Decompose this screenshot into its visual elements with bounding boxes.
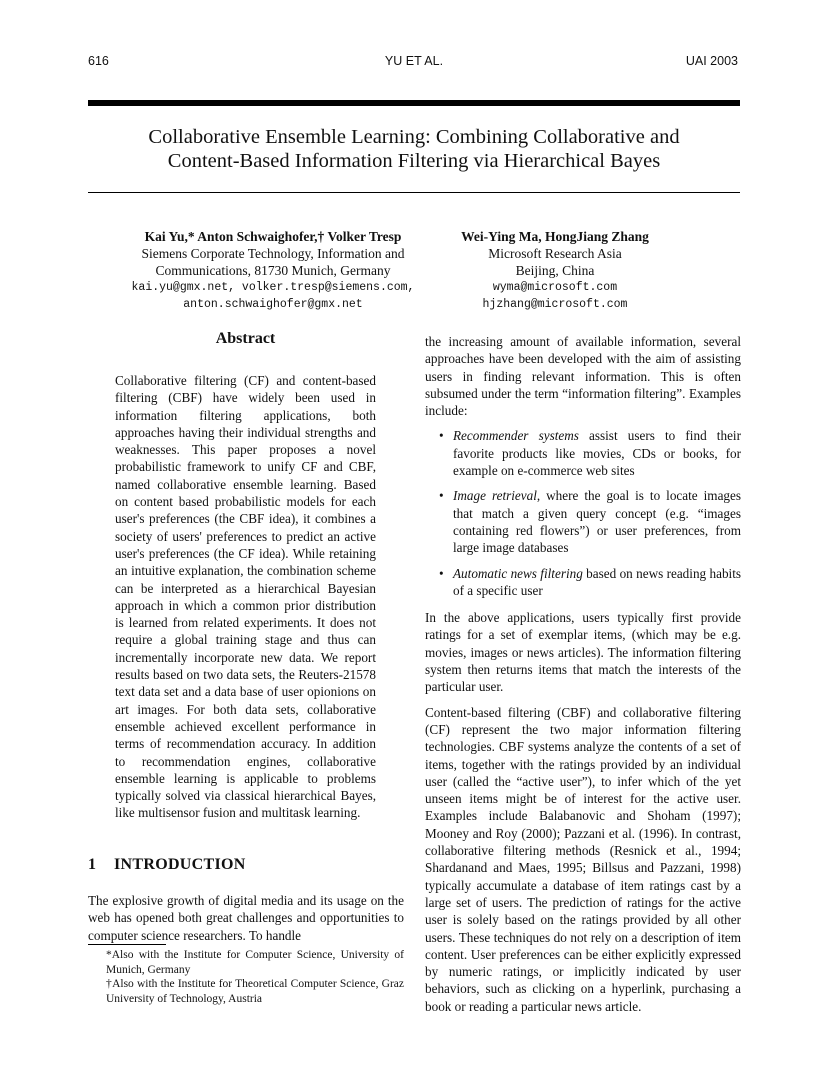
list-item-text: , where the goal is to locate images that match a given query concept (e.g. “images containing red flowers”) or user preferences, from large image databases bbox=[453, 488, 741, 556]
intro-paragraph: The explosive growth of digital media and its usage on the web has opened both great challenges and opportunities to computer science researchers. To handle bbox=[88, 893, 404, 943]
section-number: 1 bbox=[88, 856, 97, 873]
right-column bbox=[425, 333, 741, 1023]
page-number: 616 bbox=[88, 54, 109, 68]
email-line: kai.yu@gmx.net, volker.tresp@siemens.com, bbox=[131, 281, 415, 294]
author-block-microsoft bbox=[432, 228, 678, 313]
body-paragraph: the increasing amount of available information, several approaches have been developed with the aim of assisting users in finding relevant information. This is often subsumed under the term “information filtering”. Examples include: bbox=[425, 334, 741, 419]
abstract-heading: Abstract bbox=[215, 330, 276, 347]
running-title: YU ET AL. bbox=[384, 54, 444, 68]
email-line: anton.schwaighofer@gmx.net bbox=[183, 298, 363, 311]
affiliation-line: Communications, 81730 Munich, Germany bbox=[155, 263, 391, 278]
example-list bbox=[425, 427, 741, 599]
email-line: hjzhang@microsoft.com bbox=[482, 298, 628, 311]
list-item-term: Image retrieval bbox=[453, 488, 537, 504]
list-item-text: based on news reading habits of a specific user bbox=[453, 565, 741, 598]
section-heading bbox=[88, 856, 246, 874]
author-names: Kai Yu,* Anton Schwaighofer,† Volker Tresp bbox=[144, 229, 402, 244]
footnotes bbox=[88, 948, 404, 1006]
list-item bbox=[425, 487, 741, 556]
footnote-rule bbox=[88, 944, 166, 945]
author-block-siemens bbox=[108, 228, 438, 313]
affiliation-line: Microsoft Research Asia bbox=[488, 246, 622, 261]
footnote-2: †Also with the Institute for Theoretical Computer Science, Graz University of Technology, Austria bbox=[106, 978, 404, 1005]
title-bottom-rule bbox=[88, 192, 740, 193]
footnote-1: *Also with the Institute for Computer Science, University of Munich, Germany bbox=[106, 949, 404, 976]
page-header bbox=[0, 54, 828, 70]
list-item-term: Automatic news filtering bbox=[453, 565, 583, 581]
list-item-term: Recommender systems bbox=[453, 428, 579, 444]
body-paragraph: In the above applications, users typically first provide ratings for a set of exemplar items, (which may be e.g. movies, images or news articles). The information filtering system then returns items that match the interests of the particular user. bbox=[425, 610, 741, 695]
paper-title bbox=[88, 125, 740, 173]
title-top-rule bbox=[88, 100, 740, 106]
conference-label: UAI 2003 bbox=[685, 54, 738, 68]
abstract-text: Collaborative filtering (CF) and content-based filtering (CBF) have widely been used in information filtering applications, both approaches having their individual strengths and weaknesses. This paper proposes a novel probabilistic framework to unify CF and CBF, named collaborative ensemble learning. Based on content based probabilistic models for each user's preferences (the CBF idea), it combines a society of users' preferences to predict an active user's preferences (the CF idea). While retaining an intuitive explanation, the combination scheme can be interpreted as a hierarchical Bayesian approach in which a common prior distribution is learned from related experiments. It does not require a global training stage and thus can incrementally incorporate new data. We report results based on two data sets, the Reuters-21578 text data set and a data base of user opionions on art images. For both data sets, collaborative ensemble achieved excellent performance in terms of recommendation accuracy. In addition to recommendation engines, collaborative ensemble learning is applicable to problems typically solved via classical hierarchical Bayes, like multisensor fusion and multitask learning. bbox=[115, 373, 376, 821]
section-title: INTRODUCTION bbox=[114, 856, 246, 873]
body-paragraph: Content-based filtering (CBF) and collaborative filtering (CF) represent the two major information filtering technologies. CBF systems analyze the contents of a set of items, together with the ratings provided by an individual user (called the “active user”), to infer which of the yet unseen items might be of interest for the active user. Examples include Balabanovic and Shoham (1997); Mooney and Roy (2000); Pazzani et al. (1996). In contrast, collaborative filtering methods (Resnick et al., 1994; Shardanand and Maes, 1995; Billsus and Pazzani, 1998) typically accumulate a database of item ratings cast by a large set of users. The prediction of ratings for the active user is solely based on the ratings provided by all other users. These techniques do not rely on a description of item content. User preferences can be either explicitly expressed by numeric ratings, or implicitly indicated by user behaviors, such as clicking on a hyperlink, purchasing a book or reading a particular news article. bbox=[425, 704, 741, 1014]
list-item-text: assist users to find their favorite products like movies, CDs or books, for example on e-commerce web sites bbox=[453, 428, 741, 479]
email-line: wyma@microsoft.com bbox=[492, 281, 618, 294]
list-item bbox=[425, 427, 741, 479]
author-names: Wei-Ying Ma, HongJiang Zhang bbox=[461, 229, 649, 244]
affiliation-line: Beijing, China bbox=[515, 263, 595, 278]
title-line-2: Content-Based Information Filtering via Hierarchical Bayes bbox=[167, 150, 661, 172]
list-item bbox=[425, 565, 741, 600]
title-line-1: Collaborative Ensemble Learning: Combining Collaborative and bbox=[148, 126, 680, 148]
affiliation-line: Siemens Corporate Technology, Information and bbox=[141, 246, 405, 261]
